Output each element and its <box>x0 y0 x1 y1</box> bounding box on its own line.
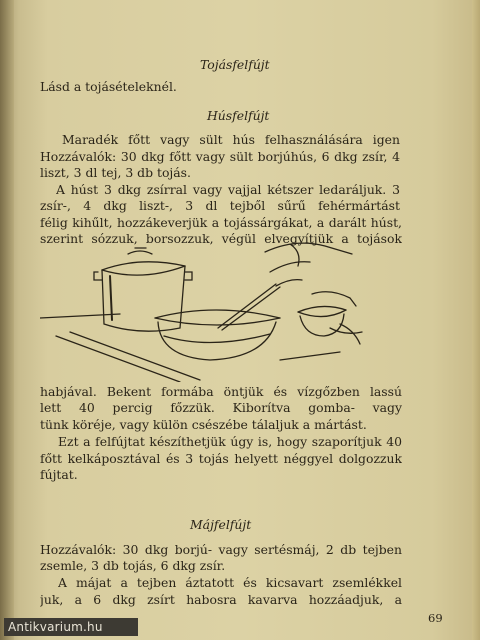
text-line: fújtat. <box>40 467 78 482</box>
heading-husfelfujt: Húsfelfújt <box>207 108 270 123</box>
cooking-illustration <box>40 232 370 382</box>
text-line: félig kihűlt, hozzákeverjük a tojássárgákat, a darált húst, <box>40 215 402 230</box>
text-line: zsemle, 3 db tojás, 6 dkg zsír. <box>40 558 226 573</box>
page-number: 69 <box>428 611 443 625</box>
text-line: Maradék főtt vagy sült hús felhasználására igen <box>62 132 400 147</box>
see-also-text: Lásd a tojásételeknél. <box>40 79 177 94</box>
text-line: lett 40 percig főzzük. Kiborítva gomba- vagy <box>40 400 402 415</box>
text-line: A májat a tejben áztatott és kicsavart zsemlékkel <box>58 575 402 590</box>
text-line: habjával. Bekent formába öntjük és vízgőzben lassú <box>40 384 402 399</box>
text-line: zsír-, 4 dkg liszt-, 3 dl tejből sűrű fehérmártást <box>40 198 400 213</box>
watermark: Antikvarium.hu <box>4 618 138 636</box>
heading-tojasfelfujt: Tojásfelfújt <box>200 57 270 72</box>
binding-shadow <box>0 0 14 640</box>
text-line: Ezt a felfújtat készíthetjük úgy is, hogy szaporítjuk 40 <box>58 434 402 449</box>
text-line: szerint sózzuk, borsozzuk, végül elvegyítjük a tojások <box>40 231 402 246</box>
text-line: tünk köréje, vagy külön csészébe tálaljuk a mártást. <box>40 417 367 432</box>
heading-majfelfujt: Májfelfújt <box>190 517 252 532</box>
text-line: juk, a 6 dkg zsírt habosra kavarva hozzáadjuk, a <box>40 592 402 607</box>
text-line: liszt, 3 dl tej, 3 db tojás. <box>40 165 191 180</box>
text-line: Hozzávalók: 30 dkg borjú- vagy sertésmáj, 2 db tejben <box>40 542 402 557</box>
text-line: Hozzávalók: 30 dkg főtt vagy sült borjúhús, 6 dkg zsír, 4 <box>40 149 400 164</box>
page-edge <box>472 0 480 640</box>
text-line: főtt kelkáposztával és 3 tojás helyett néggyel dolgozzuk <box>40 451 402 466</box>
text-line: A húst 3 dkg zsírral vagy vajjal kétszer ledaráljuk. 3 <box>56 182 400 197</box>
